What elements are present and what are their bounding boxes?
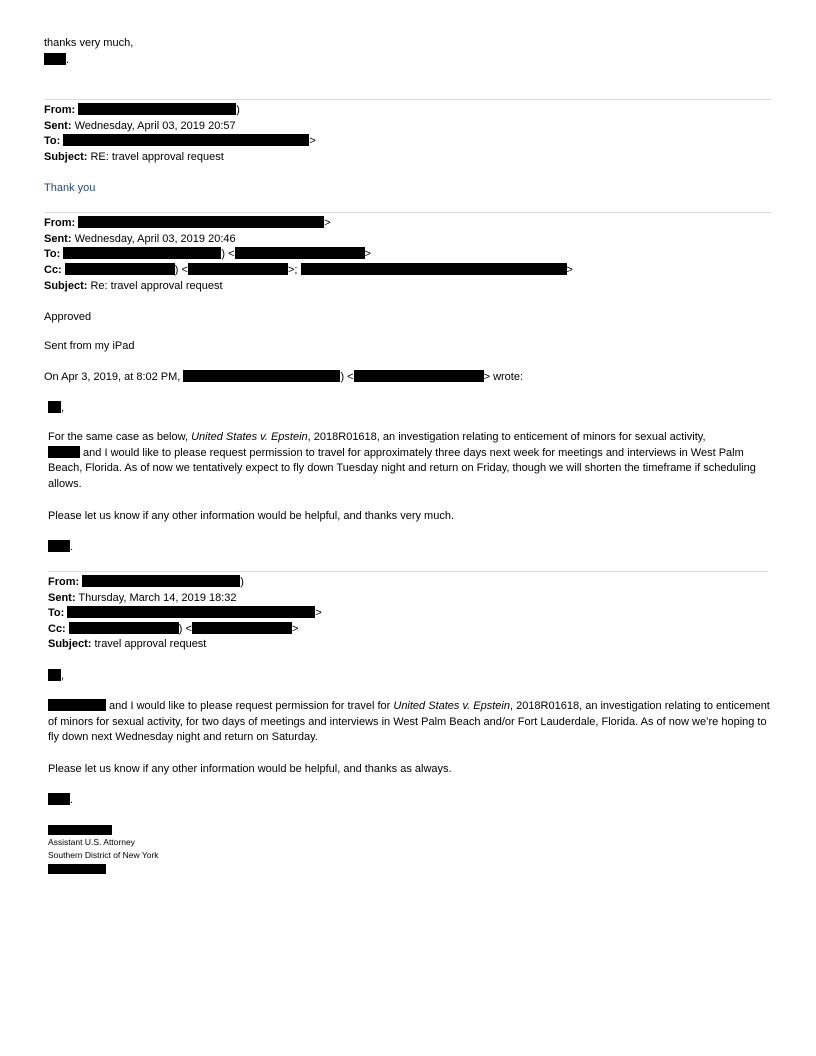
to-label: To: [44,248,61,260]
greeting-comma: , [61,402,65,414]
signer-office: Southern District of New York [48,850,159,860]
from-label: From: [44,217,76,229]
case-name: United States v. Epstein [393,700,510,712]
signature-line [44,53,69,67]
to-tail: > [315,607,322,619]
redaction-block [48,699,106,711]
approved-text: Approved [44,311,92,323]
separator-rule [44,99,772,100]
redaction-block [183,370,340,382]
email3-from [48,575,244,589]
para-text: For the same case as below, [48,431,192,443]
cc-label: Cc: [44,264,62,276]
subject-value: Re: travel approval request [90,280,223,292]
redaction-block [48,446,80,458]
subject-label: Subject: [44,151,88,163]
sent-label: Sent: [44,233,72,245]
redaction-block-contact [48,864,106,874]
to-mid: ) < [221,248,235,260]
redaction-block [354,370,484,382]
redaction-block [188,263,288,275]
redaction-block [235,247,365,259]
redaction-block [67,606,315,618]
to-label: To: [44,135,61,147]
signature-dot: . [70,794,74,806]
redaction-block [192,622,292,634]
signature-dot: . [70,541,74,553]
email3-subject [48,637,206,651]
email1-subject [44,150,224,164]
sent-from-text: Sent from my iPad [44,340,135,352]
quoted-paragraph-2: Please let us know if any other information would be helpful, and thanks very much. [48,510,455,522]
redaction-block [69,622,179,634]
separator-rule [48,571,768,572]
email3-cc [48,622,298,636]
quoted-signature [48,540,73,554]
cc-label: Cc: [48,623,66,635]
redaction-block [301,263,567,275]
email1-body: Thank you [44,182,96,194]
to-label: To: [48,607,65,619]
to-tail: > [309,135,316,147]
on-wrote-line [44,370,523,384]
cc-tail: > [566,264,573,276]
redaction-block [63,134,309,146]
from-label: From: [48,576,80,588]
para-text: , 2018R01618, an investigation relating to enticement of minors for sexual activity, for two days of meetings and interviews in West Palm Beach and/or Fort Lauderdale, Florida. As of now we’re hoping to fly down next Wednesday night and return on Saturday. [48,700,770,743]
cc-tail: > [291,623,299,635]
redaction-block [44,53,66,65]
quoted-paragraph-1 [48,430,770,492]
to-tail: > [364,248,371,260]
email2-subject [44,279,223,293]
redaction-block-signer [48,825,112,835]
subject-value: travel approval request [94,638,207,650]
email3-paragraph-1 [48,699,770,746]
on-mid: ) < [340,371,354,383]
redaction-block [65,263,175,275]
email1-from [44,103,240,117]
email2-from [44,216,331,230]
redaction-block [82,575,240,587]
email3-paragraph-2: Please let us know if any other information would be helpful, and thanks as always. [48,763,452,775]
signer-title: Assistant U.S. Attorney [48,837,135,847]
closing-text: thanks very much, [44,37,134,49]
cc-mid2: >; [287,264,298,276]
on-prefix: On Apr 3, 2019, at 8:02 PM, [44,371,181,383]
email1-to [44,134,316,148]
sent-value: Thursday, March 14, 2019 18:32 [78,592,237,604]
greeting-comma: , [61,670,65,682]
subject-label: Subject: [48,638,92,650]
case-name: United States v. Epstein [191,431,308,443]
sent-label: Sent: [44,120,72,132]
cc-mid: ) < [178,623,192,635]
sent-value: Wednesday, April 03, 2019 20:46 [74,233,236,245]
subject-label: Subject: [44,280,88,292]
cc-mid: ) < [174,264,188,276]
redaction-block [48,793,70,805]
from-tail: ) [240,576,244,588]
redaction-block [48,401,61,413]
redaction-block [63,247,221,259]
redaction-block [48,669,61,681]
sent-value: Wednesday, April 03, 2019 20:57 [74,120,236,132]
email3-signature [48,793,73,807]
redaction-block [78,103,236,115]
email3-sent [48,591,237,605]
signature-dot: . [66,54,70,66]
para-text: , 2018R01618, an investigation relating to enticement of minors for sexual activity, [307,431,706,443]
redaction-block [78,216,324,228]
sent-label: Sent: [48,592,76,604]
from-tail: > [324,217,331,229]
greeting-line [48,401,64,415]
on-tail: > wrote: [483,371,524,383]
para-text: and I would like to please request permission to travel for approximately three days next week for meetings and interviews in West Palm Beach, Florida. As of now we tentatively expect to fly down Tuesday night and return on Friday, though we will shorten the timeframe if scheduling allows. [48,446,756,490]
subject-value: RE: travel approval request [90,151,224,163]
email1-sent [44,119,236,133]
email2-sent [44,232,236,246]
from-tail: ) [236,104,240,116]
email3-to [48,606,322,620]
email2-cc [44,263,573,277]
email2-to [44,247,371,261]
para-text: and I would like to please request permission for travel for [106,700,394,712]
greeting-line [48,669,64,683]
separator-rule [44,212,772,213]
redaction-block [48,540,70,552]
from-label: From: [44,104,76,116]
